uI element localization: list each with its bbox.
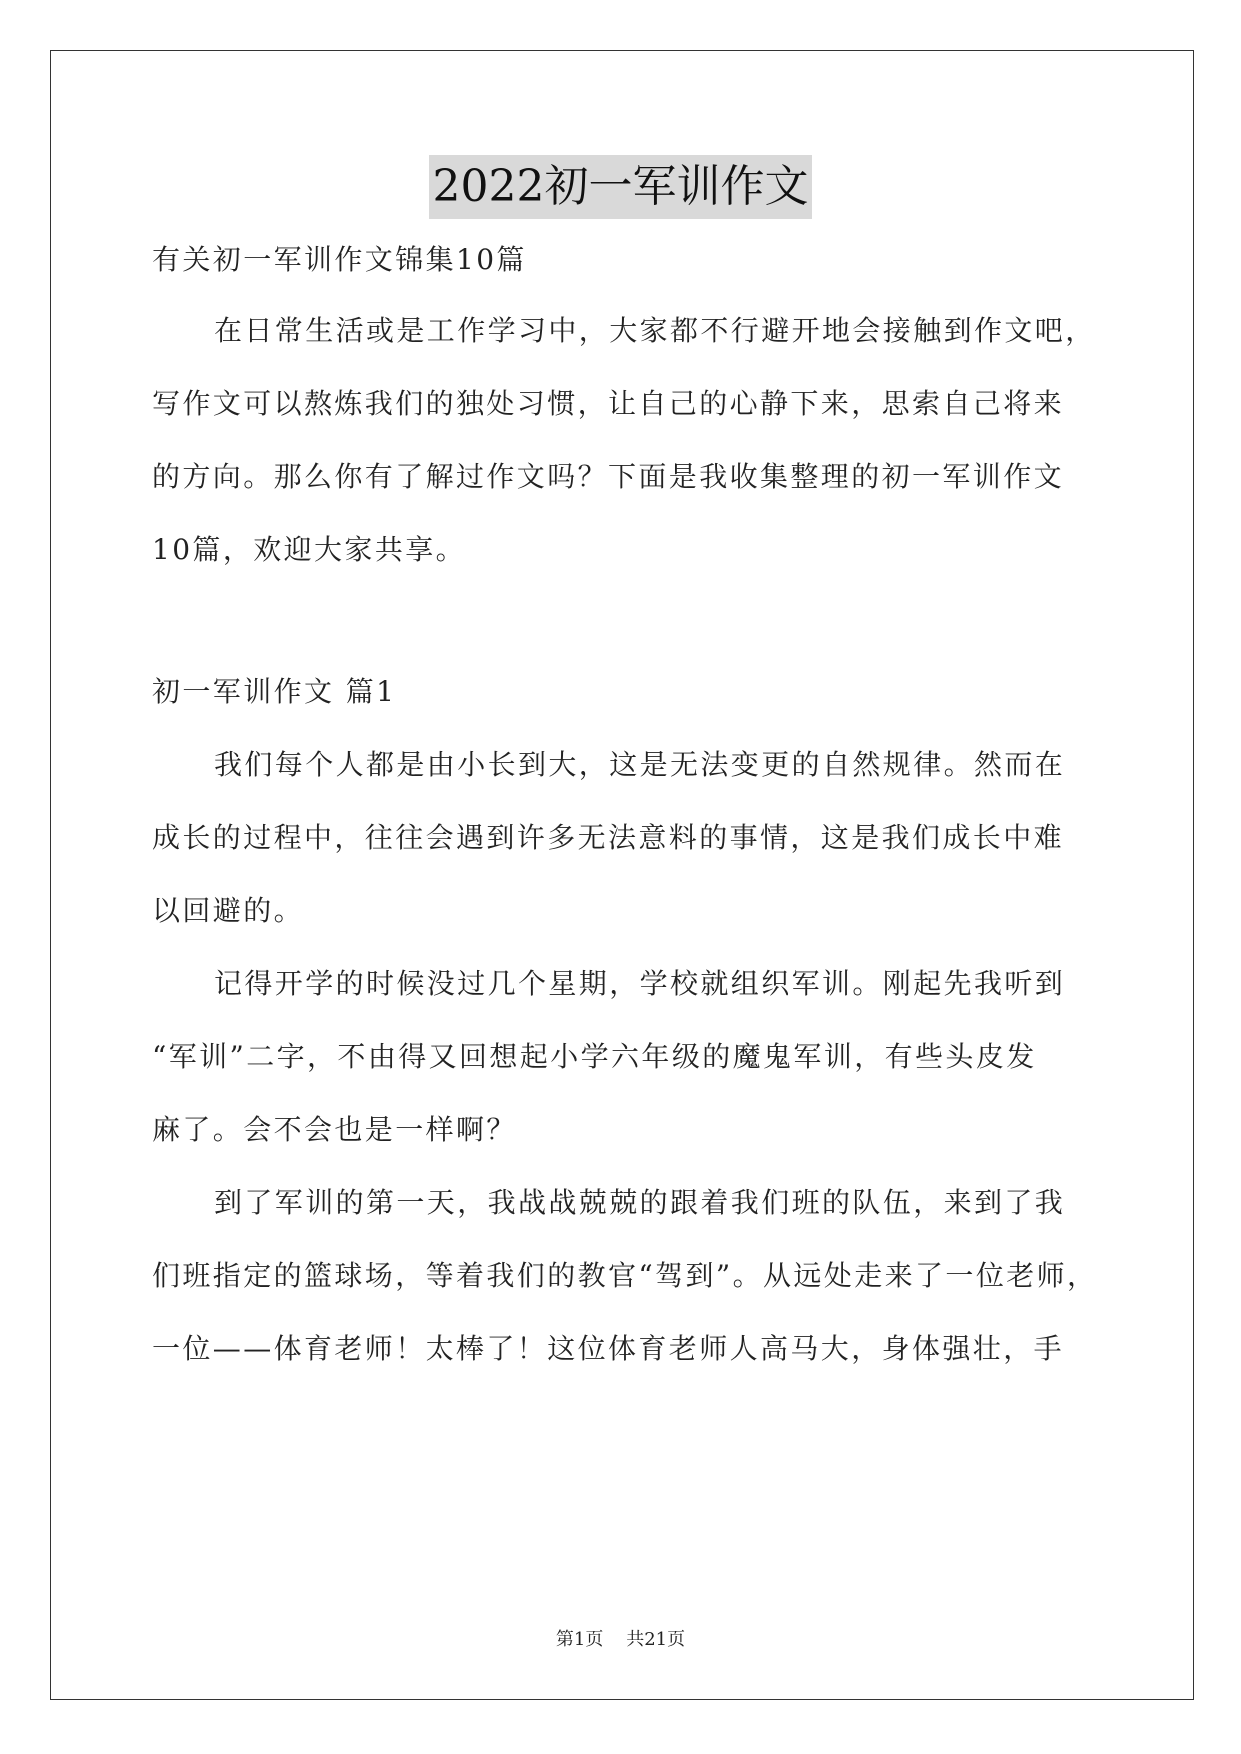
para2-line-2: “军训”二字，不由得又回想起小学六年级的魔鬼军训，有些头皮发 [152, 1040, 1037, 1073]
intro-line-2: 写作文可以熬炼我们的独处习惯，让自己的心静下来，思索自己将来 [152, 387, 1065, 420]
para1-line-3: 以回避的。 [152, 894, 305, 927]
para3-line-2: 们班指定的篮球场，等着我们的教官“驾到”。从远处走来了一位老师， [152, 1259, 1098, 1292]
page-border [50, 50, 1194, 1700]
section-heading: 初一军训作文 篇1 [152, 675, 397, 708]
intro-line-1: 在日常生活或是工作学习中，大家都不行避开地会接触到作文吧， [214, 314, 1096, 347]
title-area [0, 155, 1241, 219]
para2-line-3: 麻了。会不会也是一样啊？ [152, 1113, 517, 1146]
para3-line-1: 到了军训的第一天，我战战兢兢的跟着我们班的队伍，来到了我 [214, 1186, 1066, 1219]
intro-line-3: 的方向。那么你有了解过作文吗？下面是我收集整理的初一军训作文 [152, 460, 1065, 493]
para1-line-1: 我们每个人都是由小长到大，这是无法变更的自然规律。然而在 [214, 748, 1066, 781]
para1-line-2: 成长的过程中，往往会遇到许多无法意料的事情，这是我们成长中难 [152, 821, 1065, 854]
page-footer [0, 1628, 1241, 1652]
document-title: 2022初一军训作文 [429, 155, 813, 219]
page-number: 第1页 [555, 1629, 604, 1650]
para2-line-1: 记得开学的时候没过几个星期，学校就组织军训。刚起先我听到 [214, 967, 1066, 1000]
page-total: 共21页 [626, 1629, 686, 1650]
subtitle: 有关初一军训作文锦集10篇 [152, 243, 527, 276]
para3-line-3: 一位——体育老师！太棒了！这位体育老师人高马大，身体强壮，手 [152, 1332, 1065, 1365]
intro-line-4: 10篇，欢迎大家共享。 [152, 533, 467, 566]
